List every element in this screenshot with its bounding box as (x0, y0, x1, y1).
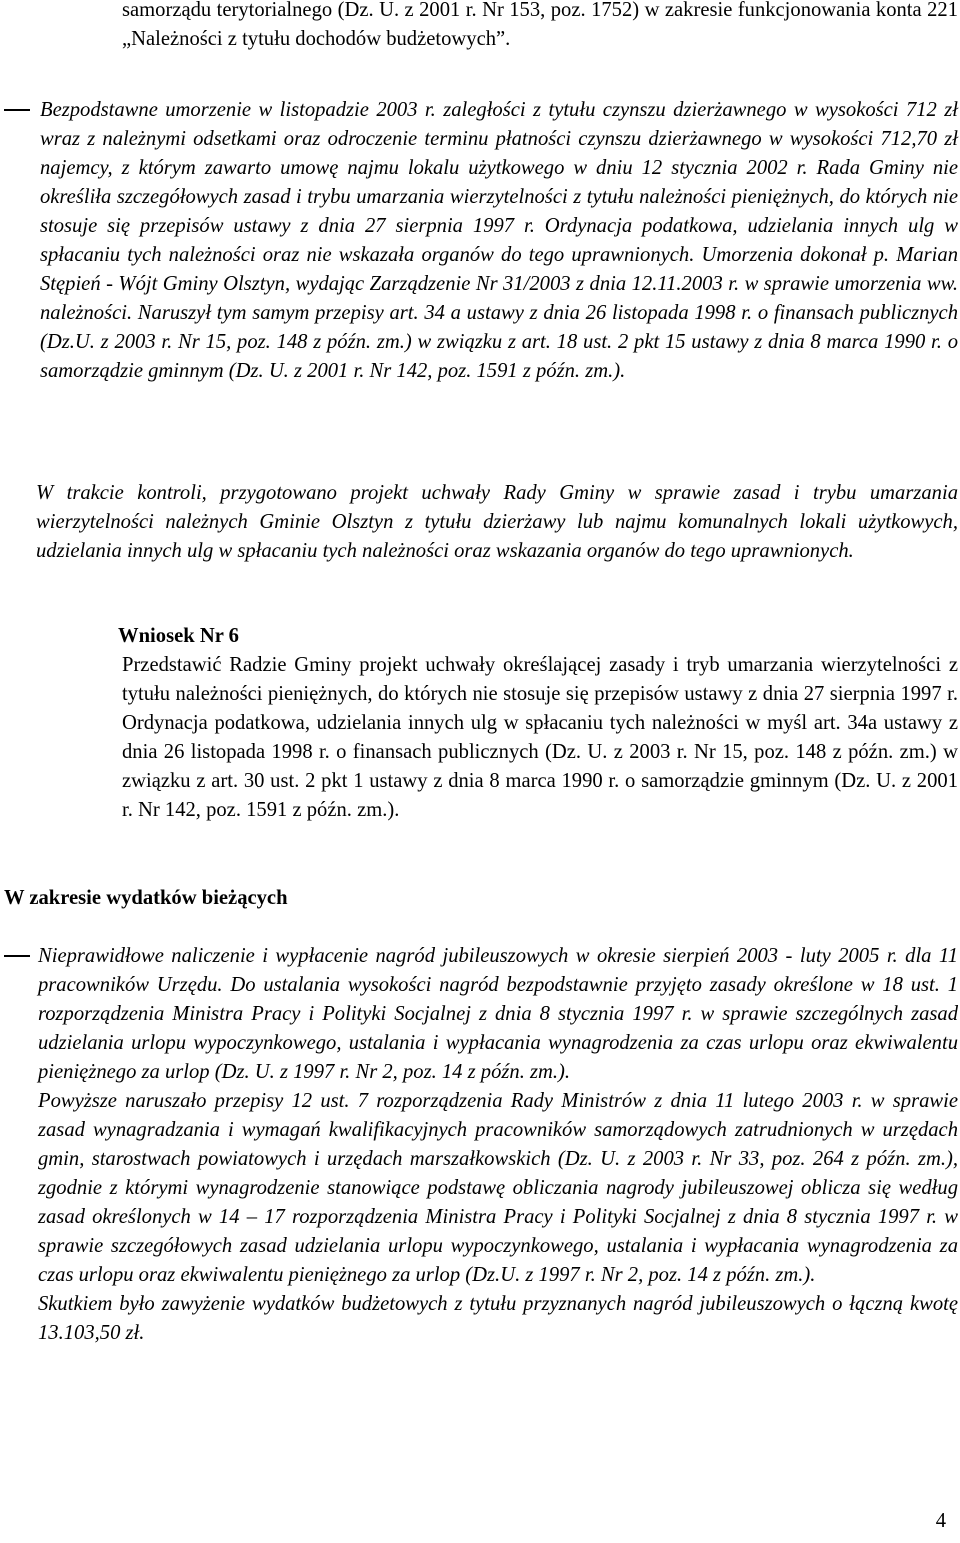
continuation-paragraph: samorządu terytorialnego (Dz. U. z 2001 r. Nr 153, poz. 1752) w zakresie funkcjonowania konta 221 „Należności z tytułu dochodów budżetowych”. (122, 0, 958, 50)
page-number: 4 (935, 1510, 946, 1532)
bullet-text: Bezpodstawne umorzenie w listopadzie 2003 r. zaległości z tytułu czynszu dzierżawnego w wysokości 712 zł wraz z należnymi odsetkami oraz odroczenie terminu płatności czynszu dzierżawnego w wysokości 712,70 zł najemcy, z którym zawarto umowę najmu lokalu użytkowego w dniu 12 stycznia 2002 r. Rada Gminy nie określiła szczegółowych zasad i trybu umarzania wierzytelności z tytułu należności pieniężnych, do których nie stosuje się przepisów ustawy z dnia 27 sierpnia 1997 r. Ordynacja podatkowa, udzielania innych ulg w spłacaniu tych należności oraz nie wskazała organów do tego uprawnionych. Umorzenia dokonał p. Marian Stępień - Wójt Gminy Olsztyn, wydając Zarządzenie Nr 31/2003 z dnia 12.11.2003 r. w sprawie umorzenia ww. należności. Naruszył tym samym przepisy art. 34 a ustawy z dnia 26 listopada 1998 r. o finansach publicznych (Dz.U. z 2003 r. Nr 15, poz. 148 z późn. zm.) w związku z art. 18 ust. 2 pkt 15 ustawy z dnia 8 marca 1990 r. o samorządzie gminnym (Dz. U. z 2001 r. Nr 142, poz. 1591 z późn. zm.). (40, 99, 958, 382)
bullet-item-umorzenie (4, 96, 958, 386)
bullet-paragraph-3: Skutkiem było zawyżenie wydatków budżetowych z tytułu przyznanych nagród jubileuszowych o łączną kwotę 13.103,50 zł. (38, 1293, 958, 1344)
wniosek-body: Przedstawić Radzie Gminy projekt uchwały określającej zasady i tryb umarzania wierzytelności z tytułu należności pieniężnych, do których nie stosuje się przepisów ustawy z dnia 27 sierpnia 1997 r. Ordynacja podatkowa, udzielania innych ulg w spłacaniu tych należności w myśl art. 34a ustawy z dnia 26 listopada 1998 r. o finansach publicznych (Dz. U. z 2003 r. Nr 15, poz. 148 z późn. zm.) w związku z art. 30 ust. 2 pkt 1 ustawy z dnia 8 marca 1990 r. o samorządzie gminnym (Dz. U. z 2001 r. Nr 142, poz. 1591 z późn. zm.). (122, 654, 958, 821)
wniosek-title: Wniosek Nr 6 (118, 625, 239, 647)
control-note-paragraph: W trakcie kontroli, przygotowano projekt uchwały Rady Gminy w sprawie zasad i trybu umarzania wierzytelności należnych Gminie Olsztyn z tytułu dzierżawy lub najmu komunalnych lokali użytkowych, udzielania innych ulg w spłacaniu tych należności oraz wskazania organów do tego uprawnionych. (36, 482, 958, 562)
bullet-paragraph-1: Nieprawidłowe naliczenie i wypłacenie nagród jubileuszowych w okresie sierpień 2003 - luty 2005 r. dla 11 pracowników Urzędu. Do ustalania wysokości nagród bezpodstawnie przyjęto zasady określone w 18 ust. 1 rozporządzenia Ministra Pracy i Polityki Socjalnej z dnia 8 stycznia 1997 r. w sprawie szczególnych zasad udzielania urlopu wypoczynkowego, ustalania i wypłacania wynagrodzenia za czas urlopu oraz ekwiwalentu pieniężnego za urlop (Dz. U. z 1997 r. Nr 2, poz. 14 z późn. zm.). (38, 945, 958, 1083)
dash-bullet (4, 955, 30, 957)
dash-bullet (4, 109, 30, 111)
bullet-item-nagrody (4, 942, 958, 1348)
bullet-paragraph-2: Powyższe naruszało przepisy 12 ust. 7 rozporządzenia Rady Ministrów z dnia 11 lutego 2003 r. w sprawie zasad wynagradzania i wymagań kwalifikacyjnych pracowników samorządowych zatrudnionych w urzędach gmin, starostwach powiatowych i urzędach marszałkowskich (Dz. U. z 2003 r. Nr 33, poz. 264 z późn. zm.), zgodnie z którymi wynagrodzenie stanowiące podstawę obliczania nagrody jubileuszowej oblicza się według zasad określonych w 14 – 17 rozporządzenia Ministra Pracy i Polityki Socjalnej z dnia 8 stycznia 1997 r. w sprawie szczegółowych zasad udzielania urlopu wypoczynkowego, ustalania i wypłacania wynagrodzenia za czas urlopu oraz ekwiwalentu pieniężnego za urlop (Dz.U. z 1997 r. Nr 2, poz. 14 z późn. zm.). (38, 1090, 958, 1286)
section-heading: W zakresie wydatków bieżących (4, 887, 288, 909)
